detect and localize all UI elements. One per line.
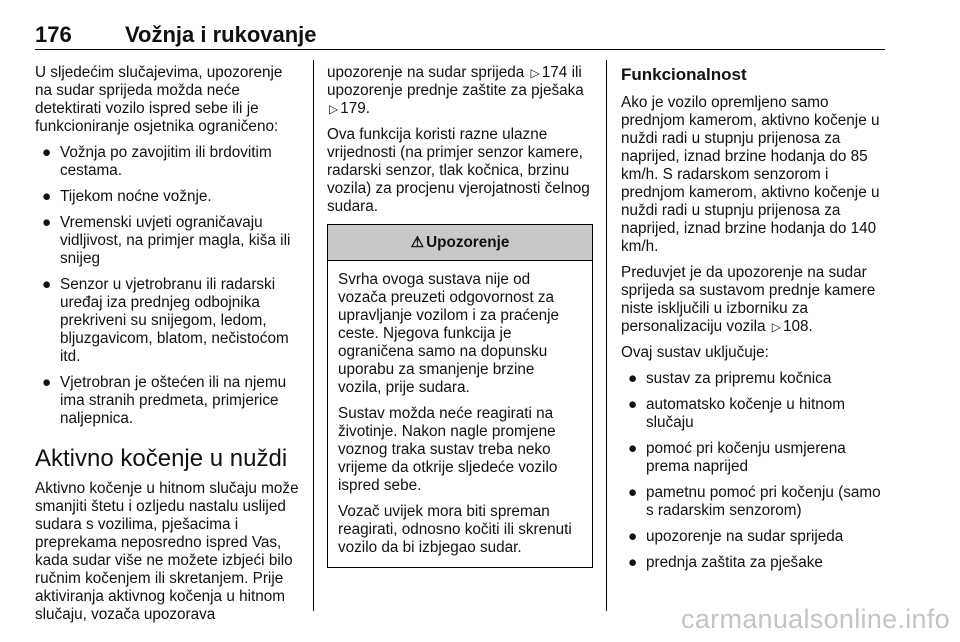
- section-paragraph: Aktivno kočenje u hitnom slučaju može smanjiti štetu i ozljedu nastalu uslijed sudara s vozilima, pješacima i preprekama neposredno ispred Vas, kada sudar više ne možete izbjeći bilo ručnim kočenjem ili skretanjem. Prije aktiviranja aktivnog kočenja u hitnom slučaju, vozača upozorava: [35, 480, 299, 623]
- bullet-icon: ●: [42, 374, 52, 391]
- warning-box: [327, 224, 593, 568]
- bullet-icon: ●: [42, 144, 52, 161]
- watermark: carmanualsonline.info: [681, 604, 950, 634]
- function-paragraph: Ova funkcija koristi razne ulazne vrijednosti (na primjer senzor kamere, radarski senzor, tlak kočnica, brzinu vozila) za procjenu vjerojatnosti čelnog sudara.: [327, 126, 590, 215]
- column-divider: [606, 60, 607, 611]
- section-heading: Aktivno kočenje u nuždi: [35, 445, 288, 472]
- warning-triangle-icon: ⚠: [410, 234, 425, 251]
- warning-paragraph: Vozač uvijek mora biti spreman reagirati, odnosno kočiti ili skrenuti vozilo da bi izbjegao sudar.: [338, 503, 572, 556]
- list-item: [621, 440, 885, 476]
- functionality-paragraph: Ako je vozilo opremljeno samo prednjom kamerom, aktivno kočenje u nuždi radi u stupnju prijenosa za naprijed, iznad brzine hodanja do 85 km/h. S radarskom senzorom i prednjom kamerom, aktivno kočenje u nuždi radi u stupnju prijenosa za naprijed, iznad brzine hodanja do 140 km/h.: [621, 94, 880, 255]
- list-item-text: Tijekom noćne vožnje.: [60, 188, 212, 205]
- list-item: [35, 214, 303, 268]
- column-divider: [313, 60, 314, 611]
- list-item: [35, 374, 303, 428]
- page-ref-arrow-icon: ▷: [771, 320, 782, 334]
- intro-paragraph: U sljedećim slučajevima, upozorenje na sudar sprijeda možda neće detektirati vozilo ispred sebe ili je funkcioniranje osjetnika ograničeno:: [35, 64, 283, 135]
- list-item-text: Senzor u vjetrobranu ili radarski uređaj iza prednjeg odbojnika prekriveni su snijegom, ledom, bljuzgavicom, blatom, nečistoćom itd.: [60, 276, 289, 365]
- warning-header: [328, 225, 592, 261]
- list-item: [621, 528, 885, 546]
- bullet-icon: ●: [628, 370, 638, 387]
- page-reference[interactable]: 108.: [783, 318, 813, 335]
- warning-paragraph: Sustav možda neće reagirati na životinje. Nakon nagle promjene voznog traka sustav treba neko vrijeme da otkrije sljedeće vozilo ispred sebe.: [338, 405, 558, 494]
- list-item: [621, 554, 885, 572]
- header-rule: [35, 49, 885, 50]
- subsection-heading: Funkcionalnost: [621, 65, 747, 84]
- list-item-text: Vožnja po zavojitim ili brdovitim cestama.: [60, 144, 272, 179]
- bullet-icon: ●: [42, 188, 52, 205]
- list-item-text: pomoć pri kočenju usmjerena prema naprijed: [646, 440, 846, 475]
- bullet-icon: ●: [628, 554, 638, 571]
- page-number: 176: [35, 22, 72, 47]
- paragraph-text: ili upozorenje prednje zaštite za pješaka: [327, 64, 584, 99]
- list-item: [35, 144, 303, 180]
- bullet-icon: ●: [42, 276, 52, 293]
- precondition-paragraph: [621, 264, 885, 336]
- column-2: [327, 64, 593, 568]
- list-item-text: prednja zaštita za pješake: [646, 554, 823, 571]
- list-item-text: upozorenje na sudar sprijeda: [646, 528, 844, 545]
- page-title: Vožnja i rukovanje: [125, 22, 317, 47]
- bullet-icon: ●: [628, 440, 638, 457]
- column-3: [621, 64, 885, 580]
- list-item-text: Vremenski uvjeti ograničavaju vidljivost, na primjer magla, kiša ili snijeg: [60, 214, 291, 267]
- list-item: [621, 484, 885, 520]
- list-item: [621, 370, 885, 388]
- list-item: [35, 188, 303, 206]
- list-item: [621, 396, 885, 432]
- bullet-icon: ●: [628, 396, 638, 413]
- reference-paragraph: [327, 64, 593, 118]
- list-item-text: sustav za pripremu kočnica: [646, 370, 832, 387]
- warning-paragraph: Svrha ovoga sustava nije od vozača preuzeti odgovornost za upravljanje vozilom i za praćenje ceste. Njegova funkcija je ograničena samo na dopunsku uporabu za smanjenje brzine vozila, prije sudara.: [338, 271, 560, 396]
- warning-body: [328, 261, 592, 567]
- conditions-list: [35, 144, 303, 428]
- list-item-text: pametnu pomoć pri kočenju (samo s radarskim senzorom): [646, 484, 881, 519]
- list-item-text: automatsko kočenje u hitnom slučaju: [646, 396, 845, 431]
- list-item-text: Vjetrobran je oštećen ili na njemu ima stranih predmeta, primjerice naljepnica.: [60, 374, 287, 427]
- page-reference[interactable]: 179.: [340, 100, 371, 117]
- column-1: [35, 64, 303, 632]
- paragraph-text: Preduvjet je da upozorenje na sudar sprijeda sa sustavom prednje kamere niste isključili u izborniku za personalizaciju vozila: [621, 264, 876, 335]
- includes-paragraph: Ovaj sustav uključuje:: [621, 344, 769, 361]
- page-header: [35, 16, 885, 48]
- bullet-icon: ●: [42, 214, 52, 231]
- warning-title: Upozorenje: [426, 234, 510, 251]
- bullet-icon: ●: [628, 528, 638, 545]
- bullet-icon: ●: [628, 484, 638, 501]
- paragraph-text: upozorenje na sudar sprijeda: [327, 64, 525, 81]
- page-reference[interactable]: 174: [541, 64, 568, 81]
- list-item: [35, 276, 303, 366]
- page-ref-arrow-icon: ▷: [329, 102, 339, 116]
- features-list: [621, 370, 885, 572]
- page-ref-arrow-icon: ▷: [530, 66, 540, 80]
